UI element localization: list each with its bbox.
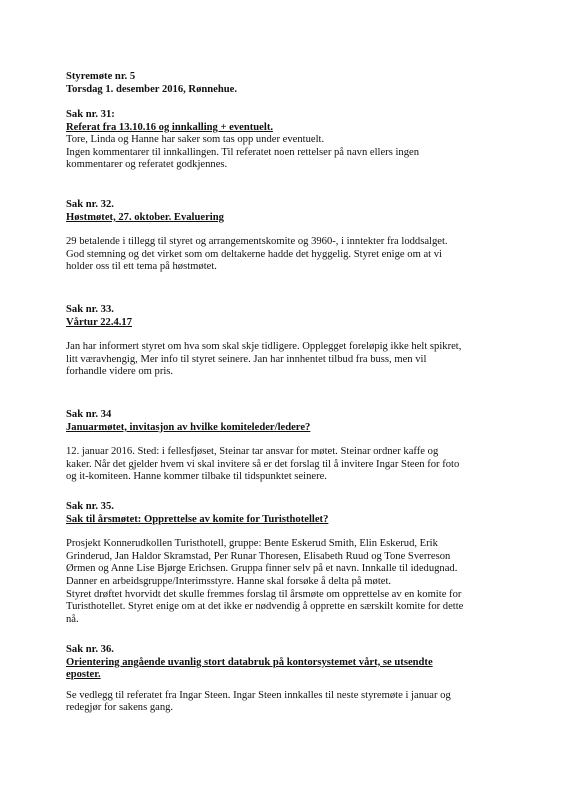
item-text-line: forhandle videre om pris. (66, 366, 174, 378)
item-text-line: holder oss til ett tema på høstmøtet. (66, 261, 217, 273)
agenda-item-34 (66, 409, 516, 484)
item-text-line: 29 betalende i tillegg til styret og arrangementskomite og 3960-, i inntekter fra loddsalget. (66, 236, 448, 248)
agenda-item-33 (66, 304, 516, 379)
meeting-title: Styremøte nr. 5 (66, 71, 136, 82)
item-text-line: nå. (66, 613, 79, 625)
item-text-line: og it-komiteen. Hanne kommer tilbake til tidspunktet seinere. (66, 471, 327, 483)
item-title: Sak til årsmøtet: Opprettelse av komite for Turisthotellet? (66, 513, 329, 525)
meeting-date: Torsdag 1. desember 2016, Rønnehue. (66, 83, 237, 95)
item-text-line: Jan har informert styret om hva som skal skje tidligere. Opplegget foreløpig ikke helt spikret, (66, 341, 462, 353)
agenda-item-36 (66, 644, 516, 715)
agenda-item-35 (66, 501, 516, 626)
meeting-header (66, 71, 516, 96)
item-text-line: kaker. Når det gjelder hvem vi skal invitere så er det forslag til å invitere Ingar Steen for foto (66, 458, 460, 470)
item-text-line: Tore, Linda og Hanne har saker som tas opp under eventuelt. (66, 134, 325, 146)
item-title: Høstmøtet, 27. oktober. Evaluering (66, 211, 224, 223)
item-text-line: kommentarer og referatet godkjennes. (66, 159, 228, 171)
item-number: Sak nr. 36. (66, 644, 114, 655)
item-number: Sak nr. 33. (66, 304, 114, 315)
item-number: Sak nr. 32. (66, 199, 114, 210)
item-text-line: Ørmen og Anne Lise Bjørge Erichsen. Gruppa finner selv på et navn. Innkalle til idedugnad. (66, 563, 458, 575)
item-text-line: 12. januar 2016. Sted: i fellesfjøset, Steinar tar ansvar for møtet. Steinar ordner kaffe og (66, 446, 439, 458)
item-title: Orientering angående uvanlig stort databruk på kontorsystemet vårt, se utsendte (66, 656, 433, 668)
item-title: eposter. (66, 669, 101, 681)
agenda-item-31 (66, 109, 516, 172)
item-title: Januarmøtet, invitasjon av hvilke komiteleder/ledere? (66, 421, 311, 433)
item-text-line: Turisthotellet. Styret enige om at det ikke er nødvendig å opprette en særskilt komite for dette (66, 601, 464, 613)
item-number: Sak nr. 31: (66, 109, 115, 120)
item-number: Sak nr. 34 (66, 409, 112, 420)
item-text-line: Grinderud, Jan Haldor Skramstad, Per Runar Thoresen, Elisabeth Ruud og Tone Sverreson (66, 550, 451, 562)
item-text-line: Ingen kommentarer til innkallingen. Til referatet noen rettelser på navn ellers ingen (66, 146, 420, 158)
agenda-item-32 (66, 199, 516, 274)
item-title: Vårtur 22.4.17 (66, 316, 133, 328)
item-text-line: God stemning og det virket som om deltakerne hadde det hyggelig. Styret enige om at vi (66, 248, 442, 260)
item-text-line: Danner en arbeidsgruppe/Interimsstyre. Hanne skal forsøke å delta på møtet. (66, 575, 392, 587)
item-text-line: Se vedlegg til referatet fra Ingar Steen. Ingar Steen innkalles til neste styremøte i januar og (66, 689, 451, 701)
item-title: Referat fra 13.10.16 og innkalling + eventuelt. (66, 121, 274, 133)
item-text-line: Prosjekt Konnerudkollen Turisthotell, gruppe: Bente Eskerud Smith, Elin Eskerud, Erik (66, 538, 438, 550)
item-number: Sak nr. 35. (66, 501, 114, 512)
item-text-line: litt væravhengig, Mer info til styret seinere. Jan har innhentet tilbud fra buss, men vil (66, 353, 427, 365)
item-text-line: redegjør for sakens gang. (66, 702, 174, 714)
item-text-line: Styret drøftet hvorvidt det skulle fremmes forslag til årsmøte om opprettelse av en komite for (66, 588, 462, 600)
